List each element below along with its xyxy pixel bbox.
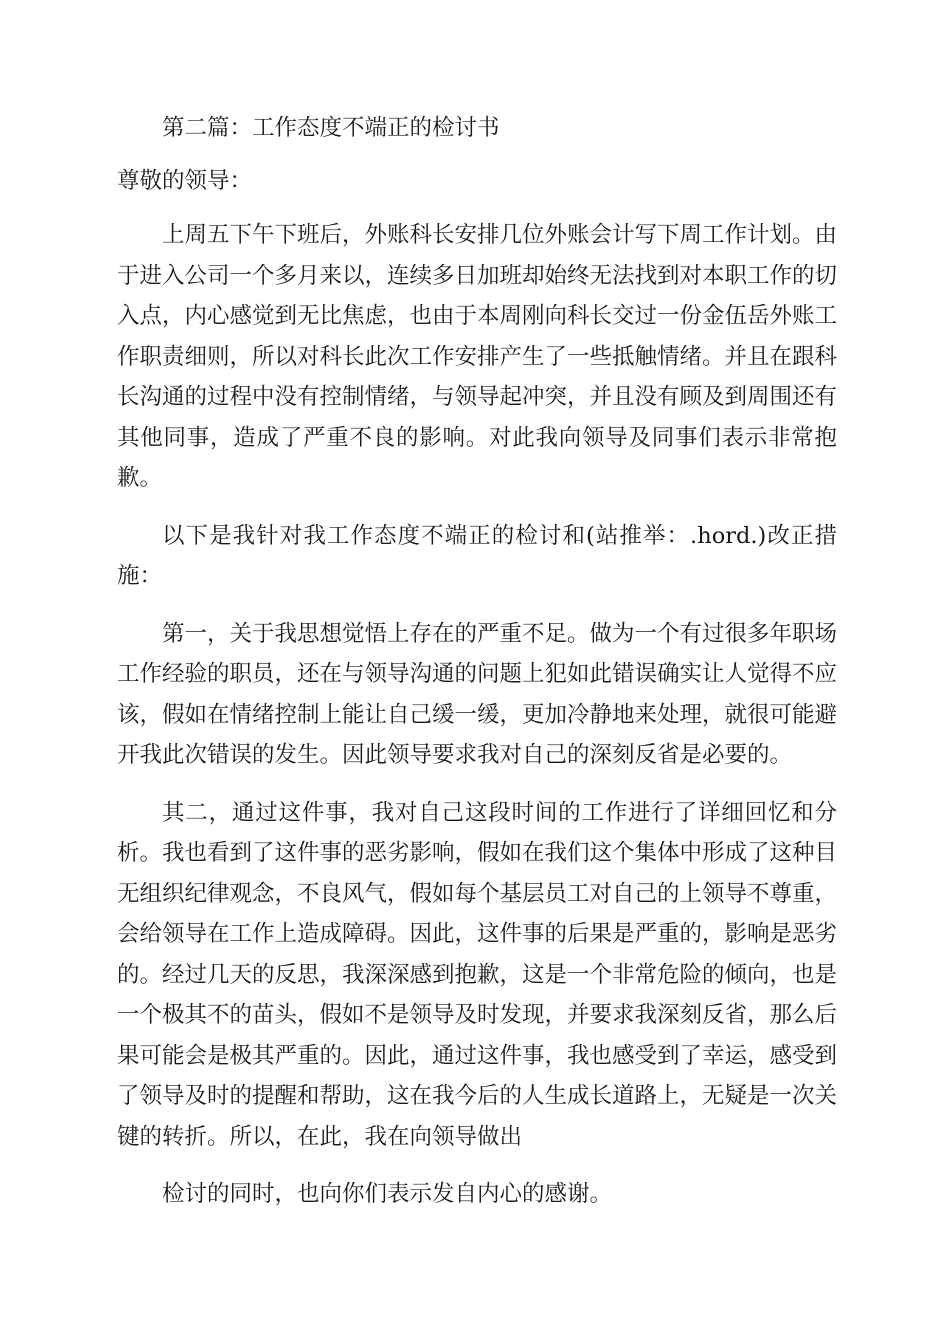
paragraph-incident: 上周五下午下班后，外账科长安排几位外账会计写下周工作计划。由于进入公司一个多月来以，连续多日加班却始终无法找到对本职工作的切入点，内心感觉到无比焦虑，也由于本周刚向科长交过一份金伍岳外账工作职责细则，所以对科长此次工作安排产生了一些抵触情绪。并且在跟科长沟通的过程中没有控制情绪，与领导起冲突，并且没有顾及到周围还有其他同事，造成了严重不良的影响。对此我向领导及同事们表示非常抱歉。	[117, 222, 838, 491]
document-title: 第二篇：工作态度不端正的检讨书	[162, 115, 500, 141]
paragraph-first-point: 第一，关于我思想觉悟上存在的严重不足。做为一个有过很多年职场工作经验的职员，还在与领导沟通的问题上犯如此错误确实让人觉得不应该，假如在情绪控制上能让自己缓一缓，更加冷静地来处理，就很可能避开我此次错误的发生。因此领导要求我对自己的深刻反省是必要的。	[117, 620, 838, 768]
paragraph-second-point: 其二，通过这件事，我对自己这段时间的工作进行了详细回忆和分析。我也看到了这件事的恶劣影响，假如在我们这个集体中形成了这种目无组织纪律观念，不良风气，假如每个基层员工对自己的上领导不尊重，会给领导在工作上造成障碍。因此，这件事的后果是严重的，影响是恶劣的。经过几天的反思，我深深感到抱歉，这是一个非常危险的倾向，也是一个极其不的苗头，假如不是领导及时发现，并要求我深刻反省，那么后果可能会是极其严重的。因此，通过这件事，我也感受到了幸运，感受到了领导及时的提醒和帮助，这在我今后的人生成长道路上，无疑是一次关键的转折。所以，在此，我在向领导做出	[117, 799, 838, 1150]
document-body	[117, 108, 837, 1232]
paragraph-intro-measures: 以下是我针对我工作态度不端正的检讨和(站推举：.hord.)改正措施：	[117, 522, 837, 589]
salutation: 尊敬的领导：	[117, 167, 253, 194]
paragraph-closing: 检讨的同时，也向你们表示发自内心的感谢。	[162, 1181, 613, 1207]
